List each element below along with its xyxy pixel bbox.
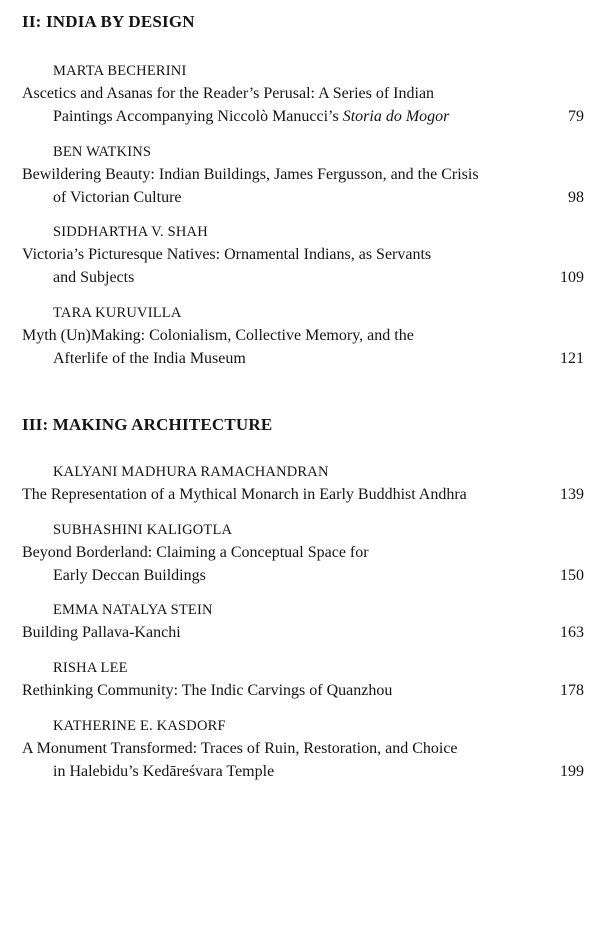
section-title: III: MAKING ARCHITECTURE <box>22 415 273 434</box>
toc-entry[interactable] <box>22 519 584 587</box>
chapter-title-text: Building Pallava-Kanchi <box>22 624 181 641</box>
chapter-title-text: Rethinking Community: The Indic Carvings of Quanzhou <box>22 682 393 699</box>
toc-entry[interactable] <box>22 657 584 702</box>
chapter-title-line: Victoria’s Picturesque Natives: Ornamental Indians, as Servants <box>22 246 432 263</box>
chapter-title-line <box>22 347 584 370</box>
author-name: EMMA NATALYA STEIN <box>53 602 213 618</box>
chapter-title-line <box>22 186 584 209</box>
chapter-title-italic: Storia do Mogor <box>342 108 450 125</box>
chapter-title-line: Beyond Borderland: Claiming a Conceptual Space for <box>22 544 369 561</box>
chapter-title-line: Myth (Un)Making: Colonialism, Collective Memory, and the <box>22 327 414 344</box>
chapter-title-line <box>22 679 584 702</box>
author-name: BEN WATKINS <box>53 144 152 160</box>
chapter-title-text: Early Deccan Buildings <box>53 567 206 584</box>
author-name: SIDDHARTHA V. SHAH <box>53 224 208 240</box>
toc-entry[interactable] <box>22 60 584 128</box>
toc-entry[interactable] <box>22 599 584 644</box>
toc-entry[interactable] <box>22 302 584 370</box>
author-name: SUBHASHINI KALIGOTLA <box>53 522 233 538</box>
chapter-title-text: of Victorian Culture <box>53 189 182 206</box>
chapter-title-line: Bewildering Beauty: Indian Buildings, James Fergusson, and the Crisis <box>22 166 479 183</box>
chapter-title-text: The Representation of a Mythical Monarch in Early Buddhist Andhra <box>22 486 467 503</box>
author-name: RISHA LEE <box>53 660 128 676</box>
page-number: 109 <box>560 269 584 286</box>
section-title: II: INDIA BY DESIGN <box>22 12 195 31</box>
page-number: 150 <box>560 567 584 584</box>
toc-entry[interactable] <box>22 461 584 506</box>
page-number: 178 <box>560 682 584 699</box>
chapter-title-text: Paintings Accompanying Niccolò Manucci’s <box>53 108 343 125</box>
chapter-title-line <box>22 621 584 644</box>
chapter-title-line <box>22 483 584 506</box>
author-name: KATHERINE E. KASDORF <box>53 718 226 734</box>
chapter-title-line <box>22 564 584 587</box>
toc-entry[interactable] <box>22 715 584 783</box>
chapter-title-text: Afterlife of the India Museum <box>53 350 246 367</box>
author-name: TARA KURUVILLA <box>53 305 182 321</box>
chapter-title-line: A Monument Transformed: Traces of Ruin, Restoration, and Choice <box>22 740 458 757</box>
page-number: 163 <box>560 624 584 641</box>
author-name: KALYANI MADHURA RAMACHANDRAN <box>53 464 329 480</box>
page-number: 121 <box>560 350 584 367</box>
chapter-title-line: Ascetics and Asanas for the Reader’s Perusal: A Series of Indian <box>22 85 435 102</box>
chapter-title-line <box>22 760 584 783</box>
toc-entry[interactable] <box>22 141 584 209</box>
chapter-title-text: in Halebidu’s Kedāreśvara Temple <box>53 763 275 780</box>
page-number: 79 <box>568 108 584 125</box>
chapter-title-text: and Subjects <box>53 269 135 286</box>
chapter-title-line <box>22 266 584 289</box>
page-number: 139 <box>560 486 584 503</box>
page-number: 199 <box>560 763 584 780</box>
page-number: 98 <box>568 189 584 206</box>
chapter-title-line <box>22 105 584 128</box>
toc-entry[interactable] <box>22 221 584 289</box>
author-name: MARTA BECHERINI <box>53 63 187 79</box>
